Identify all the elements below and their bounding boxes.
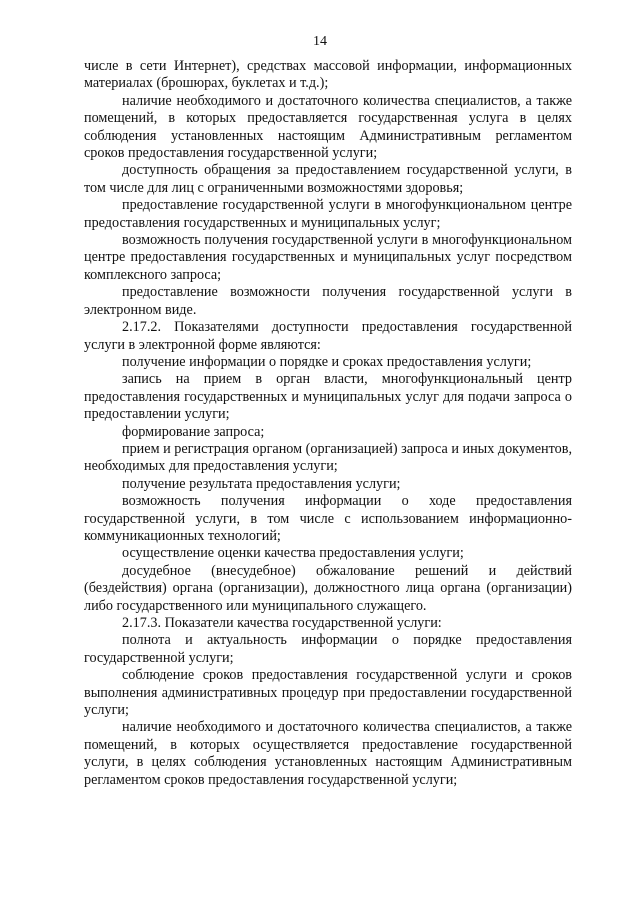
- paragraph: предоставление возможности получения государственной услуги в электронном виде.: [84, 284, 572, 318]
- paragraph: возможность получения информации о ходе предоставления государственной услуги, в том числе с использованием информационно-коммуникационных технологий;: [84, 493, 572, 544]
- paragraph: досудебное (внесудебное) обжалование решений и действий (бездействия) органа (организации), должностного лица органа (организации) либо государственного или муниципального служащего.: [84, 562, 572, 614]
- paragraph: осуществление оценки качества предоставления услуги;: [122, 545, 464, 562]
- paragraph: получение информации о порядке и сроках предоставления услуги;: [122, 353, 532, 370]
- body-text: [84, 58, 572, 789]
- paragraph: соблюдение сроков предоставления государственной услуги и сроков выполнения административных процедур при предоставлении государственной услуги;: [84, 667, 572, 719]
- paragraph: запись на прием в орган власти, многофункциональный центр предоставления государственных и муниципальных услуг для подачи запроса о предоставлении услуги;: [84, 371, 572, 423]
- paragraph: наличие необходимого и достаточного количества специалистов, а также помещений, в которых предоставляется государственная услуга в целях соблюдения установленных настоящим Административным регламентом сроков предоставления государственной услуги;: [84, 92, 572, 162]
- paragraph: числе в сети Интернет), средствах массовой информации, информационных материалах (брошюрах, буклетах и т.д.);: [84, 58, 572, 92]
- paragraph: 2.17.2. Показателями доступности предоставления государственной услуги в электронной форме являются:: [84, 319, 572, 353]
- paragraph: доступность обращения за предоставлением государственной услуги, в том числе для лиц с ограниченными возможностями здоровья;: [84, 162, 572, 196]
- paragraph: получение результата предоставления услуги;: [122, 475, 401, 492]
- paragraph: возможность получения государственной услуги в многофункциональном центре предоставления государственных и муниципальных услуг посредством комплексного запроса;: [84, 232, 572, 283]
- page-number: 14: [313, 34, 327, 49]
- paragraph: полнота и актуальность информации о порядке предоставления государственной услуги;: [84, 632, 572, 666]
- paragraph: предоставление государственной услуги в многофункциональном центре предоставления государственных и муниципальных услуг;: [84, 197, 572, 231]
- paragraph: наличие необходимого и достаточного количества специалистов, а также помещений, в которых осуществляется предоставление государственной услуги, в целях соблюдения установленных настоящим Административным регламентом сроков предоставления государственной услуги;: [84, 719, 572, 788]
- paragraph: формирование запроса;: [122, 423, 265, 440]
- paragraph: 2.17.3. Показатели качества государственной услуги:: [122, 615, 442, 631]
- paragraph: прием и регистрация органом (организацией) запроса и иных документов, необходимых для предоставления услуги;: [84, 440, 572, 475]
